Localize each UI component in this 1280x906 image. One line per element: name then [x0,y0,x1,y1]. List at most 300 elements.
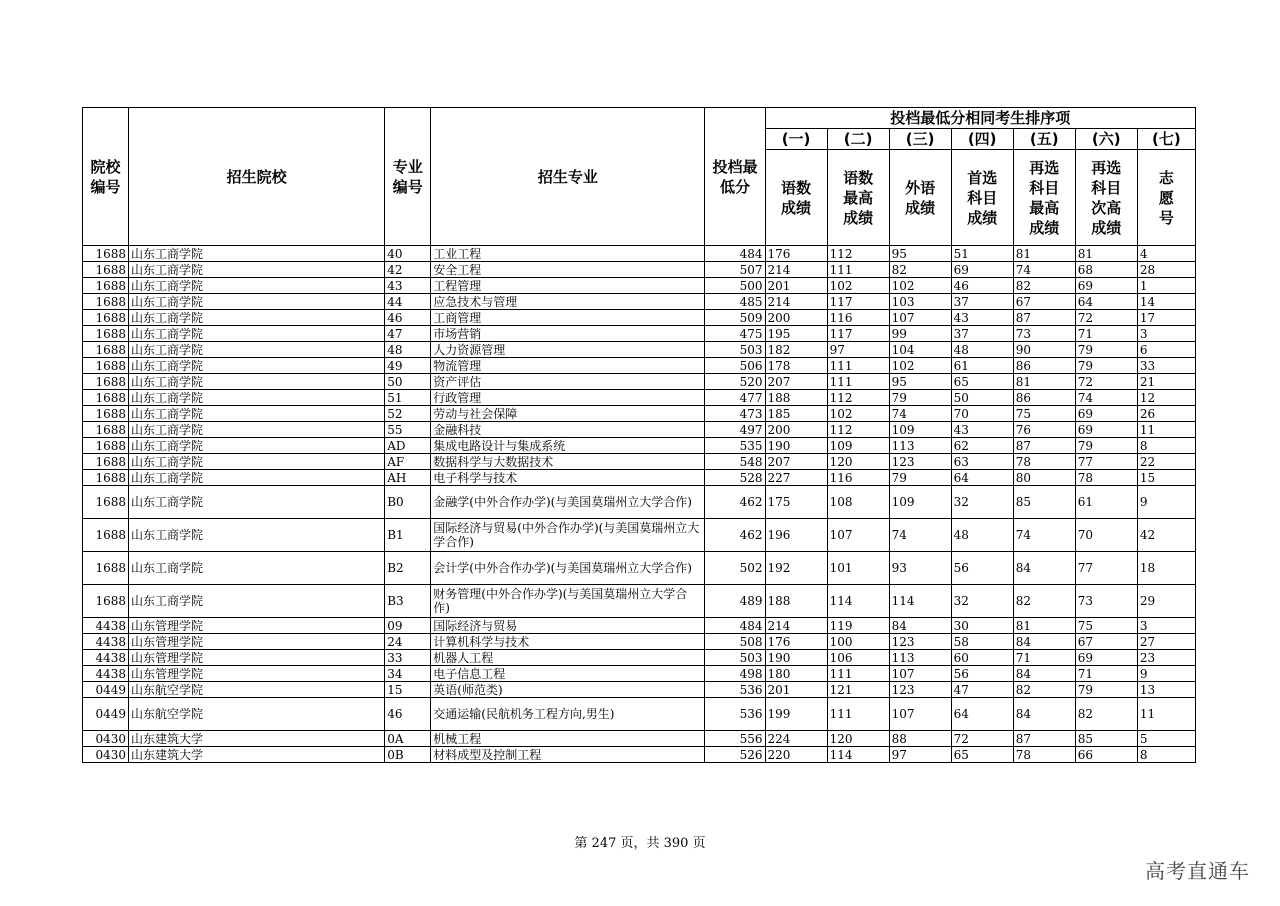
rank-1-cell: 188 [765,585,827,618]
school-code-cell: 1688 [83,246,129,262]
table-row [83,422,1196,438]
school-code-cell: 1688 [83,585,129,618]
major-name-cell: 行政管理 [431,390,705,406]
table-header [83,108,1196,246]
rank-6-cell: 77 [1075,552,1137,585]
rank-7-cell: 15 [1137,470,1195,486]
table-row [83,438,1196,454]
rank-7-cell: 33 [1137,358,1195,374]
major-name-cell: 电子信息工程 [431,666,705,682]
school-code-cell: 0449 [83,682,129,698]
rank-5-cell: 86 [1013,358,1075,374]
rank-3-cell: 113 [889,650,951,666]
header-min-score: 投档最低分 [705,108,765,246]
school-code-cell: 1688 [83,519,129,552]
header-school-code: 院校 编号 [83,108,129,246]
rank-7-cell: 11 [1137,422,1195,438]
rank-7-cell: 14 [1137,294,1195,310]
rank-3-cell: 79 [889,390,951,406]
major-code-cell: AD [385,438,431,454]
school-code-cell: 1688 [83,406,129,422]
rank-3-cell: 102 [889,278,951,294]
min-score-cell: 462 [705,519,765,552]
school-code-cell: 1688 [83,310,129,326]
major-name-cell: 电子科学与技术 [431,470,705,486]
major-name-cell: 英语(师范类) [431,682,705,698]
major-code-cell: 55 [385,422,431,438]
major-code-cell: 09 [385,618,431,634]
school-name-cell: 山东管理学院 [129,650,385,666]
rank-2-cell: 106 [827,650,889,666]
major-code-cell: 24 [385,634,431,650]
major-name-cell: 数据科学与大数据技术 [431,454,705,470]
rank-3-cell: 107 [889,666,951,682]
rank-4-cell: 61 [951,358,1013,374]
rank-5-cell: 74 [1013,519,1075,552]
rank-3-cell: 84 [889,618,951,634]
rank-4-cell: 63 [951,454,1013,470]
table-row [83,374,1196,390]
rank-2-cell: 97 [827,342,889,358]
rank-5-cell: 87 [1013,438,1075,454]
table-row [83,634,1196,650]
rank-6-cell: 79 [1075,358,1137,374]
school-code-cell: 1688 [83,342,129,358]
header-sub-label: 再选 科目 次高 成绩 [1075,150,1137,246]
table-row [83,294,1196,310]
rank-2-cell: 100 [827,634,889,650]
min-score-cell: 509 [705,310,765,326]
rank-4-cell: 43 [951,310,1013,326]
school-code-cell: 0430 [83,747,129,763]
rank-5-cell: 81 [1013,618,1075,634]
major-code-cell: 42 [385,262,431,278]
rank-1-cell: 185 [765,406,827,422]
rank-7-cell: 12 [1137,390,1195,406]
rank-2-cell: 120 [827,454,889,470]
rank-1-cell: 190 [765,438,827,454]
table-row [83,358,1196,374]
major-name-cell: 国际经济与贸易 [431,618,705,634]
major-code-cell: 46 [385,310,431,326]
school-code-cell: 1688 [83,262,129,278]
min-score-cell: 503 [705,342,765,358]
school-name-cell: 山东工商学院 [129,454,385,470]
rank-4-cell: 48 [951,519,1013,552]
school-code-cell: 1688 [83,278,129,294]
school-name-cell: 山东工商学院 [129,422,385,438]
rank-1-cell: 214 [765,262,827,278]
rank-4-cell: 48 [951,342,1013,358]
rank-7-cell: 42 [1137,519,1195,552]
major-code-cell: B0 [385,486,431,519]
rank-4-cell: 43 [951,422,1013,438]
min-score-cell: 477 [705,390,765,406]
major-name-cell: 集成电路设计与集成系统 [431,438,705,454]
rank-5-cell: 74 [1013,262,1075,278]
major-code-cell: 40 [385,246,431,262]
school-code-cell: 0449 [83,698,129,731]
rank-3-cell: 95 [889,246,951,262]
major-name-cell: 物流管理 [431,358,705,374]
min-score-cell: 536 [705,682,765,698]
watermark-text: 高考直通车 [1145,859,1250,883]
major-name-cell: 安全工程 [431,262,705,278]
rank-1-cell: 178 [765,358,827,374]
table-row [83,310,1196,326]
major-code-cell: 49 [385,358,431,374]
major-name-cell: 交通运输(民航机务工程方向,男生) [431,698,705,731]
rank-4-cell: 72 [951,731,1013,747]
table-row [83,666,1196,682]
header-sub-num: (七) [1137,129,1195,150]
min-score-cell: 507 [705,262,765,278]
rank-6-cell: 73 [1075,585,1137,618]
rank-3-cell: 123 [889,634,951,650]
header-sub-num: (四) [951,129,1013,150]
rank-1-cell: 182 [765,342,827,358]
rank-2-cell: 116 [827,310,889,326]
min-score-cell: 508 [705,634,765,650]
rank-6-cell: 85 [1075,731,1137,747]
min-score-cell: 506 [705,358,765,374]
school-code-cell: 1688 [83,438,129,454]
min-score-cell: 500 [705,278,765,294]
rank-5-cell: 85 [1013,486,1075,519]
table-row [83,552,1196,585]
rank-6-cell: 68 [1075,262,1137,278]
table-row [83,406,1196,422]
header-sub-num: (五) [1013,129,1075,150]
rank-6-cell: 71 [1075,326,1137,342]
rank-6-cell: 69 [1075,406,1137,422]
rank-1-cell: 176 [765,246,827,262]
school-code-cell: 4438 [83,666,129,682]
major-code-cell: 52 [385,406,431,422]
header-sub-label: 外语 成绩 [889,150,951,246]
rank-4-cell: 64 [951,698,1013,731]
major-name-cell: 财务管理(中外合作办学)(与美国莫瑞州立大学合作) [431,585,705,618]
rank-7-cell: 8 [1137,438,1195,454]
rank-5-cell: 84 [1013,634,1075,650]
rank-3-cell: 74 [889,519,951,552]
major-code-cell: 48 [385,342,431,358]
table-row [83,326,1196,342]
rank-6-cell: 72 [1075,310,1137,326]
major-name-cell: 市场营销 [431,326,705,342]
rank-1-cell: 180 [765,666,827,682]
rank-1-cell: 192 [765,552,827,585]
rank-2-cell: 117 [827,326,889,342]
rank-3-cell: 99 [889,326,951,342]
rank-6-cell: 61 [1075,486,1137,519]
min-score-cell: 520 [705,374,765,390]
rank-7-cell: 6 [1137,342,1195,358]
rank-5-cell: 78 [1013,454,1075,470]
rank-5-cell: 76 [1013,422,1075,438]
header-major-code: 专业 编号 [385,108,431,246]
school-name-cell: 山东工商学院 [129,519,385,552]
rank-5-cell: 82 [1013,585,1075,618]
school-name-cell: 山东工商学院 [129,486,385,519]
rank-4-cell: 56 [951,666,1013,682]
rank-2-cell: 102 [827,406,889,422]
school-name-cell: 山东工商学院 [129,390,385,406]
rank-2-cell: 112 [827,246,889,262]
header-ranking-group: 投档最低分相同考生排序项 [765,108,1195,129]
table-row [83,618,1196,634]
table-row [83,278,1196,294]
table-row [83,747,1196,763]
min-score-cell: 489 [705,585,765,618]
table-row [83,585,1196,618]
rank-2-cell: 101 [827,552,889,585]
rank-6-cell: 75 [1075,618,1137,634]
table-row [83,246,1196,262]
rank-7-cell: 3 [1137,618,1195,634]
rank-4-cell: 32 [951,486,1013,519]
major-code-cell: AF [385,454,431,470]
major-name-cell: 机器人工程 [431,650,705,666]
rank-4-cell: 65 [951,374,1013,390]
major-name-cell: 计算机科学与技术 [431,634,705,650]
rank-7-cell: 22 [1137,454,1195,470]
rank-5-cell: 82 [1013,682,1075,698]
rank-1-cell: 200 [765,310,827,326]
major-code-cell: B1 [385,519,431,552]
rank-3-cell: 74 [889,406,951,422]
major-code-cell: B2 [385,552,431,585]
rank-6-cell: 69 [1075,278,1137,294]
header-school-name: 招生院校 [129,108,385,246]
min-score-cell: 497 [705,422,765,438]
header-sub-label: 再选 科目 最高 成绩 [1013,150,1075,246]
school-name-cell: 山东工商学院 [129,310,385,326]
major-name-cell: 应急技术与管理 [431,294,705,310]
rank-6-cell: 79 [1075,438,1137,454]
rank-7-cell: 27 [1137,634,1195,650]
min-score-cell: 484 [705,246,765,262]
rank-2-cell: 116 [827,470,889,486]
school-name-cell: 山东工商学院 [129,278,385,294]
rank-3-cell: 113 [889,438,951,454]
header-sub-label: 语数 最高 成绩 [827,150,889,246]
school-name-cell: 山东航空学院 [129,682,385,698]
rank-2-cell: 119 [827,618,889,634]
rank-2-cell: 107 [827,519,889,552]
min-score-cell: 528 [705,470,765,486]
rank-2-cell: 108 [827,486,889,519]
rank-7-cell: 3 [1137,326,1195,342]
school-name-cell: 山东工商学院 [129,262,385,278]
min-score-cell: 498 [705,666,765,682]
rank-4-cell: 30 [951,618,1013,634]
rank-6-cell: 66 [1075,747,1137,763]
school-name-cell: 山东工商学院 [129,294,385,310]
rank-4-cell: 50 [951,390,1013,406]
school-code-cell: 4438 [83,650,129,666]
major-code-cell: AH [385,470,431,486]
major-code-cell: 34 [385,666,431,682]
school-code-cell: 4438 [83,634,129,650]
rank-1-cell: 201 [765,278,827,294]
rank-7-cell: 9 [1137,486,1195,519]
rank-6-cell: 69 [1075,422,1137,438]
rank-2-cell: 109 [827,438,889,454]
table-row [83,698,1196,731]
major-name-cell: 会计学(中外合作办学)(与美国莫瑞州立大学合作) [431,552,705,585]
min-score-cell: 473 [705,406,765,422]
rank-2-cell: 121 [827,682,889,698]
header-sub-label: 语数 成绩 [765,150,827,246]
school-name-cell: 山东建筑大学 [129,747,385,763]
school-code-cell: 1688 [83,374,129,390]
rank-7-cell: 26 [1137,406,1195,422]
rank-2-cell: 117 [827,294,889,310]
min-score-cell: 536 [705,698,765,731]
table-row [83,682,1196,698]
rank-4-cell: 70 [951,406,1013,422]
major-name-cell: 工程管理 [431,278,705,294]
rank-4-cell: 32 [951,585,1013,618]
major-name-cell: 材料成型及控制工程 [431,747,705,763]
rank-2-cell: 111 [827,698,889,731]
rank-6-cell: 70 [1075,519,1137,552]
rank-3-cell: 88 [889,731,951,747]
rank-3-cell: 123 [889,454,951,470]
rank-7-cell: 11 [1137,698,1195,731]
table-row [83,519,1196,552]
school-name-cell: 山东工商学院 [129,406,385,422]
table-row [83,486,1196,519]
school-name-cell: 山东工商学院 [129,585,385,618]
min-score-cell: 535 [705,438,765,454]
major-name-cell: 金融科技 [431,422,705,438]
school-code-cell: 1688 [83,486,129,519]
rank-1-cell: 207 [765,454,827,470]
school-name-cell: 山东工商学院 [129,342,385,358]
rank-3-cell: 97 [889,747,951,763]
major-code-cell: 0A [385,731,431,747]
rank-5-cell: 87 [1013,310,1075,326]
rank-1-cell: 199 [765,698,827,731]
major-code-cell: 44 [385,294,431,310]
rank-1-cell: 196 [765,519,827,552]
rank-6-cell: 64 [1075,294,1137,310]
rank-5-cell: 82 [1013,278,1075,294]
rank-2-cell: 112 [827,390,889,406]
table-row [83,454,1196,470]
school-name-cell: 山东工商学院 [129,438,385,454]
rank-7-cell: 29 [1137,585,1195,618]
major-name-cell: 工业工程 [431,246,705,262]
table-row [83,650,1196,666]
school-name-cell: 山东建筑大学 [129,731,385,747]
rank-6-cell: 74 [1075,390,1137,406]
school-name-cell: 山东管理学院 [129,634,385,650]
major-code-cell: 47 [385,326,431,342]
table-row [83,731,1196,747]
rank-1-cell: 227 [765,470,827,486]
rank-1-cell: 200 [765,422,827,438]
rank-5-cell: 80 [1013,470,1075,486]
rank-3-cell: 107 [889,310,951,326]
school-name-cell: 山东工商学院 [129,552,385,585]
min-score-cell: 462 [705,486,765,519]
rank-3-cell: 104 [889,342,951,358]
major-code-cell: 50 [385,374,431,390]
school-name-cell: 山东工商学院 [129,246,385,262]
rank-6-cell: 67 [1075,634,1137,650]
rank-4-cell: 46 [951,278,1013,294]
major-code-cell: 46 [385,698,431,731]
rank-4-cell: 37 [951,294,1013,310]
major-code-cell: 43 [385,278,431,294]
rank-7-cell: 21 [1137,374,1195,390]
header-sub-label: 首选 科目 成绩 [951,150,1013,246]
rank-2-cell: 111 [827,358,889,374]
rank-2-cell: 111 [827,666,889,682]
rank-6-cell: 79 [1075,342,1137,358]
rank-5-cell: 71 [1013,650,1075,666]
rank-4-cell: 47 [951,682,1013,698]
school-code-cell: 4438 [83,618,129,634]
rank-7-cell: 18 [1137,552,1195,585]
header-sub-label: 志 愿 号 [1137,150,1195,246]
rank-7-cell: 1 [1137,278,1195,294]
rank-3-cell: 114 [889,585,951,618]
rank-4-cell: 64 [951,470,1013,486]
page-number: 第 247 页，共 390 页 [574,836,706,851]
rank-5-cell: 84 [1013,552,1075,585]
table-row [83,390,1196,406]
school-name-cell: 山东管理学院 [129,666,385,682]
major-code-cell: B3 [385,585,431,618]
rank-6-cell: 82 [1075,698,1137,731]
min-score-cell: 526 [705,747,765,763]
rank-7-cell: 5 [1137,731,1195,747]
rank-1-cell: 175 [765,486,827,519]
rank-2-cell: 114 [827,585,889,618]
rank-6-cell: 71 [1075,666,1137,682]
major-name-cell: 金融学(中外合作办学)(与美国莫瑞州立大学合作) [431,486,705,519]
school-name-cell: 山东航空学院 [129,698,385,731]
rank-1-cell: 214 [765,294,827,310]
rank-6-cell: 81 [1075,246,1137,262]
min-score-cell: 475 [705,326,765,342]
rank-2-cell: 111 [827,262,889,278]
rank-1-cell: 214 [765,618,827,634]
rank-4-cell: 56 [951,552,1013,585]
rank-3-cell: 82 [889,262,951,278]
rank-1-cell: 224 [765,731,827,747]
rank-4-cell: 37 [951,326,1013,342]
rank-5-cell: 75 [1013,406,1075,422]
school-code-cell: 0430 [83,731,129,747]
school-code-cell: 1688 [83,294,129,310]
rank-6-cell: 72 [1075,374,1137,390]
rank-1-cell: 195 [765,326,827,342]
rank-7-cell: 23 [1137,650,1195,666]
rank-4-cell: 65 [951,747,1013,763]
major-name-cell: 人力资源管理 [431,342,705,358]
table-row [83,262,1196,278]
min-score-cell: 484 [705,618,765,634]
school-code-cell: 1688 [83,470,129,486]
rank-3-cell: 109 [889,486,951,519]
min-score-cell: 556 [705,731,765,747]
rank-2-cell: 112 [827,422,889,438]
